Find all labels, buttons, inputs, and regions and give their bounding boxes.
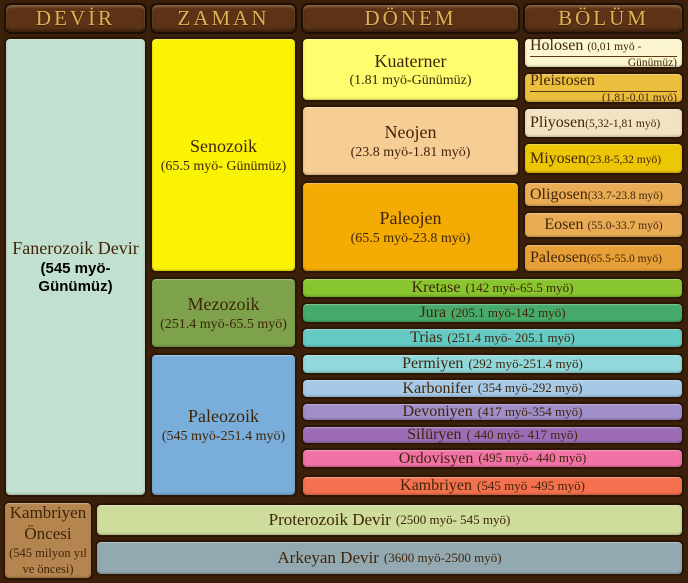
- pliyosen-line1: [530, 113, 677, 133]
- cell-arkeyan-devir: [95, 540, 684, 576]
- paleozoik-range: (545 myö-251.4 myö): [161, 428, 286, 444]
- miyosen-name: Miyosen: [530, 149, 586, 167]
- kambriyen-oncesi-range: (545 milyon yıl ve öncesi): [9, 546, 87, 576]
- eosen-name: Eosen: [544, 216, 584, 233]
- kuaterner-name: Kuaterner: [374, 50, 447, 71]
- fanerozoik-name: Fanerozoik Devir: [12, 238, 139, 258]
- kambriyen-oncesi-name: Kambriyen Öncesi: [9, 503, 87, 543]
- cell-karbonifer: [301, 378, 684, 399]
- kretase-range: (142 myö-65.5 myö): [465, 279, 574, 295]
- pleistosen-range: (1,81-0,01 myö): [601, 91, 677, 104]
- cell-fanerozoik-devir: [4, 37, 147, 497]
- cell-ordovisyen: [301, 448, 684, 469]
- cell-miyosen: [523, 142, 684, 175]
- miyosen-line1: [530, 149, 677, 169]
- cell-paleojen: [301, 181, 520, 273]
- neojen-range: (23.8 myö-1.81 myö): [350, 144, 471, 160]
- paleozoik-name: Paleozoik: [188, 406, 259, 426]
- trias-range: (251.4 myö- 205.1 myö): [447, 329, 575, 345]
- holosen-range-top: (0,01 myö -: [587, 40, 642, 53]
- paleosen-line1: [530, 248, 677, 268]
- proterozoik-name: Proterozoik Devir: [268, 510, 391, 530]
- cell-devoniyen: [301, 402, 684, 422]
- cell-eosen: [523, 211, 684, 239]
- cell-pleistosen: [523, 72, 684, 104]
- proterozoik-range: (2500 myö- 545 myö): [395, 511, 511, 527]
- senozoik-range: (65.5 myö- Günümüz): [160, 158, 287, 174]
- holosen-range-bottom: Günümüz): [627, 56, 677, 69]
- permiyen-name: Permiyen: [402, 355, 464, 372]
- devoniyen-name: Devoniyen: [402, 403, 473, 420]
- cell-paleosen: [523, 243, 684, 273]
- jura-range: (205.1 myö-142 myö): [451, 304, 566, 320]
- fanerozoik-range: (545 myö-Günümüz): [38, 259, 113, 296]
- permiyen-range: (292 myö-251.4 myö): [468, 355, 583, 371]
- column-header-donem-label: DÖNEM: [364, 6, 457, 30]
- pliyosen-name: Pliyosen: [530, 114, 586, 131]
- column-header-devir: [4, 3, 147, 34]
- column-header-zaman-label: ZAMAN: [177, 6, 270, 30]
- column-header-bolum-label: BÖLÜM: [558, 6, 649, 30]
- mezozoik-name: Mezozoik: [187, 294, 260, 314]
- eosen-range: (55.0-33.7 myö): [587, 220, 663, 232]
- arkeyan-name: Arkeyan Devir: [277, 548, 379, 568]
- eosen-line1: [530, 215, 677, 235]
- trias-name: Trias: [410, 329, 443, 346]
- holosen-line1: [530, 36, 677, 57]
- siluryen-range: ( 440 myö- 417 myö): [466, 426, 578, 442]
- senozoik-name: Senozoik: [190, 136, 257, 156]
- cell-kuaterner: [301, 37, 520, 102]
- cell-trias: [301, 327, 684, 349]
- cell-pliyosen: [523, 107, 684, 139]
- kambriyen-name: Kambriyen: [400, 477, 472, 494]
- karbonifer-range: (354 myö-292 myö): [477, 380, 583, 396]
- cell-paleozoik: [150, 353, 297, 497]
- kambriyen-range: (545 myö -495 myö): [477, 477, 585, 493]
- cell-permiyen: [301, 353, 684, 375]
- cell-siluryen: [301, 425, 684, 445]
- pliyosen-range: (5,32-1,81 myö): [585, 118, 661, 130]
- cell-kretase: [301, 277, 684, 299]
- column-header-devir-label: DEVİR: [35, 6, 116, 30]
- cell-holosen: [523, 37, 684, 69]
- ordovisyen-range: (495 myö- 440 myö): [478, 450, 587, 466]
- cell-jura: [301, 302, 684, 324]
- cell-kambriyen: [301, 475, 684, 497]
- ordovisyen-name: Ordovisyen: [398, 449, 474, 467]
- neojen-name: Neojen: [384, 122, 437, 142]
- column-header-zaman: [150, 3, 297, 34]
- pleistosen-line1: [530, 71, 677, 92]
- cell-oligosen: [523, 181, 684, 208]
- kuaterner-range: (1.81 myö-Günümüz): [349, 73, 472, 88]
- oligosen-line1: [530, 185, 677, 205]
- paleosen-range: (65.5-55.0 myö): [586, 253, 662, 265]
- jura-name: Jura: [419, 304, 447, 321]
- cell-senozoik: [150, 37, 297, 273]
- mezozoik-range: (251.4 myö-65.5 myö): [160, 316, 287, 332]
- arkeyan-range: (3600 myö-2500 myö): [383, 549, 502, 565]
- karbonifer-name: Karbonifer: [402, 379, 473, 397]
- cell-mezozoik: [150, 277, 297, 349]
- column-header-bolum: [523, 3, 684, 34]
- holosen-name: Holosen: [530, 36, 584, 54]
- paleojen-name: Paleojen: [379, 208, 442, 228]
- oligosen-name: Oligosen: [530, 185, 588, 203]
- paleojen-range: (65.5 myö-23.8 myö): [350, 230, 471, 246]
- siluryen-name: Silüryen: [407, 426, 462, 443]
- cell-kambriyen-oncesi: [3, 501, 93, 580]
- column-header-donem: [301, 3, 520, 34]
- cell-neojen: [301, 105, 520, 177]
- miyosen-range: (23.8-5,32 myö): [586, 153, 662, 166]
- cell-proterozoik-devir: [95, 503, 684, 537]
- kretase-name: Kretase: [411, 279, 461, 296]
- paleosen-name: Paleosen: [530, 249, 587, 266]
- oligosen-range: (33.7-23.8 myö): [587, 189, 663, 202]
- devoniyen-range: (417 myö-354 myö): [477, 403, 583, 419]
- pleistosen-name: Pleistosen: [530, 71, 595, 89]
